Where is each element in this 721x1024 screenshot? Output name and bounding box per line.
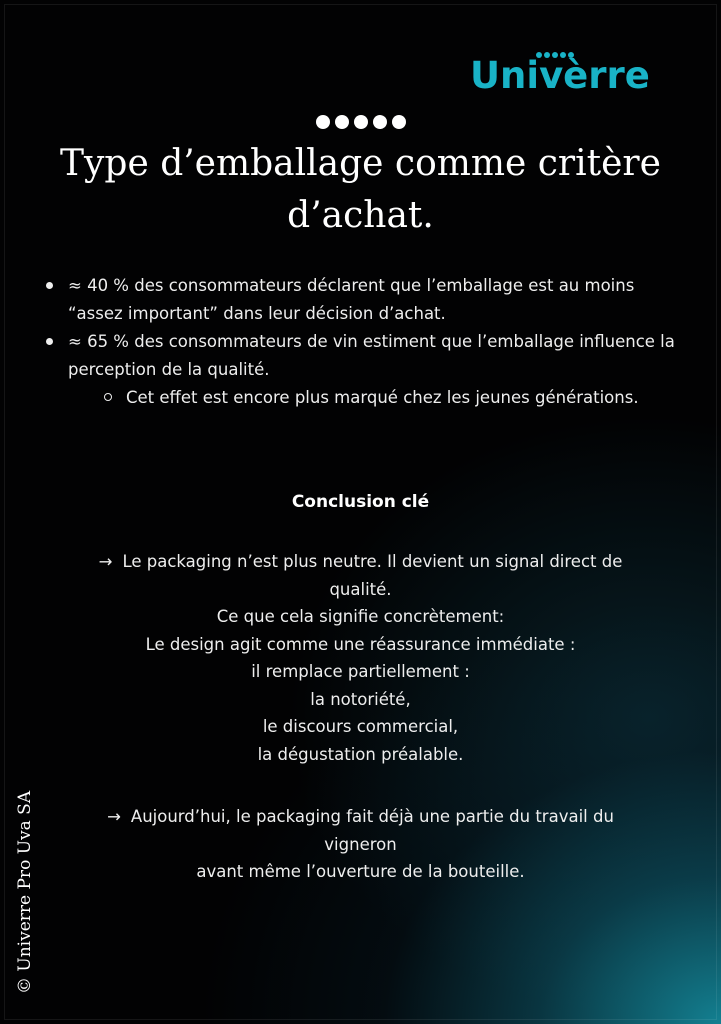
conclusion-line: avant même l’ouverture de la bouteille. bbox=[196, 862, 525, 881]
conclusion-line: le discours commercial, bbox=[262, 717, 459, 736]
brand-logo bbox=[470, 48, 670, 98]
list-item bbox=[44, 328, 694, 412]
title-dots-icon bbox=[0, 115, 721, 129]
conclusion-line: la dégustation préalable. bbox=[257, 744, 464, 764]
conclusion-line: Ce que cela signifie concrètement: bbox=[216, 607, 505, 626]
copyright-notice: © Univerre Pro Uva SA bbox=[15, 790, 35, 994]
conclusion-line: → Aujourd’hui, le packaging fait déjà une partie du travail du vigneron bbox=[107, 807, 614, 854]
conclusion-line: il remplace partiellement : bbox=[251, 662, 470, 681]
conclusion-block-1 bbox=[70, 548, 651, 768]
arrow-right-icon: → bbox=[98, 552, 113, 571]
list-item bbox=[44, 272, 694, 328]
list-item-text: ≈ 65 % des consommateurs de vin estiment que l’emballage influence la perception de la qualité. bbox=[68, 332, 675, 379]
arrow-right-icon: → bbox=[107, 807, 121, 826]
conclusion-line: la notoriété, bbox=[310, 689, 411, 709]
statistics-list bbox=[44, 272, 694, 412]
sub-list bbox=[68, 384, 694, 412]
page-title: Type d’emballage comme critère d’achat. bbox=[60, 143, 661, 236]
logo-text: Univèrre bbox=[470, 54, 650, 97]
sub-list-item-text: Cet effet est encore plus marqué chez les jeunes générations. bbox=[126, 388, 639, 407]
list-item-text: ≈ 40 % des consommateurs déclarent que l’emballage est au moins “assez important” dans leur décision d’achat. bbox=[68, 276, 635, 323]
sub-list-item bbox=[102, 384, 694, 412]
conclusion-heading: Conclusion clé bbox=[291, 492, 430, 512]
conclusion-line: Le design agit comme une réassurance immédiate : bbox=[145, 634, 576, 654]
conclusion-block-2 bbox=[70, 803, 651, 886]
conclusion-line: → Le packaging n’est plus neutre. Il devient un signal direct de qualité. bbox=[98, 552, 623, 599]
